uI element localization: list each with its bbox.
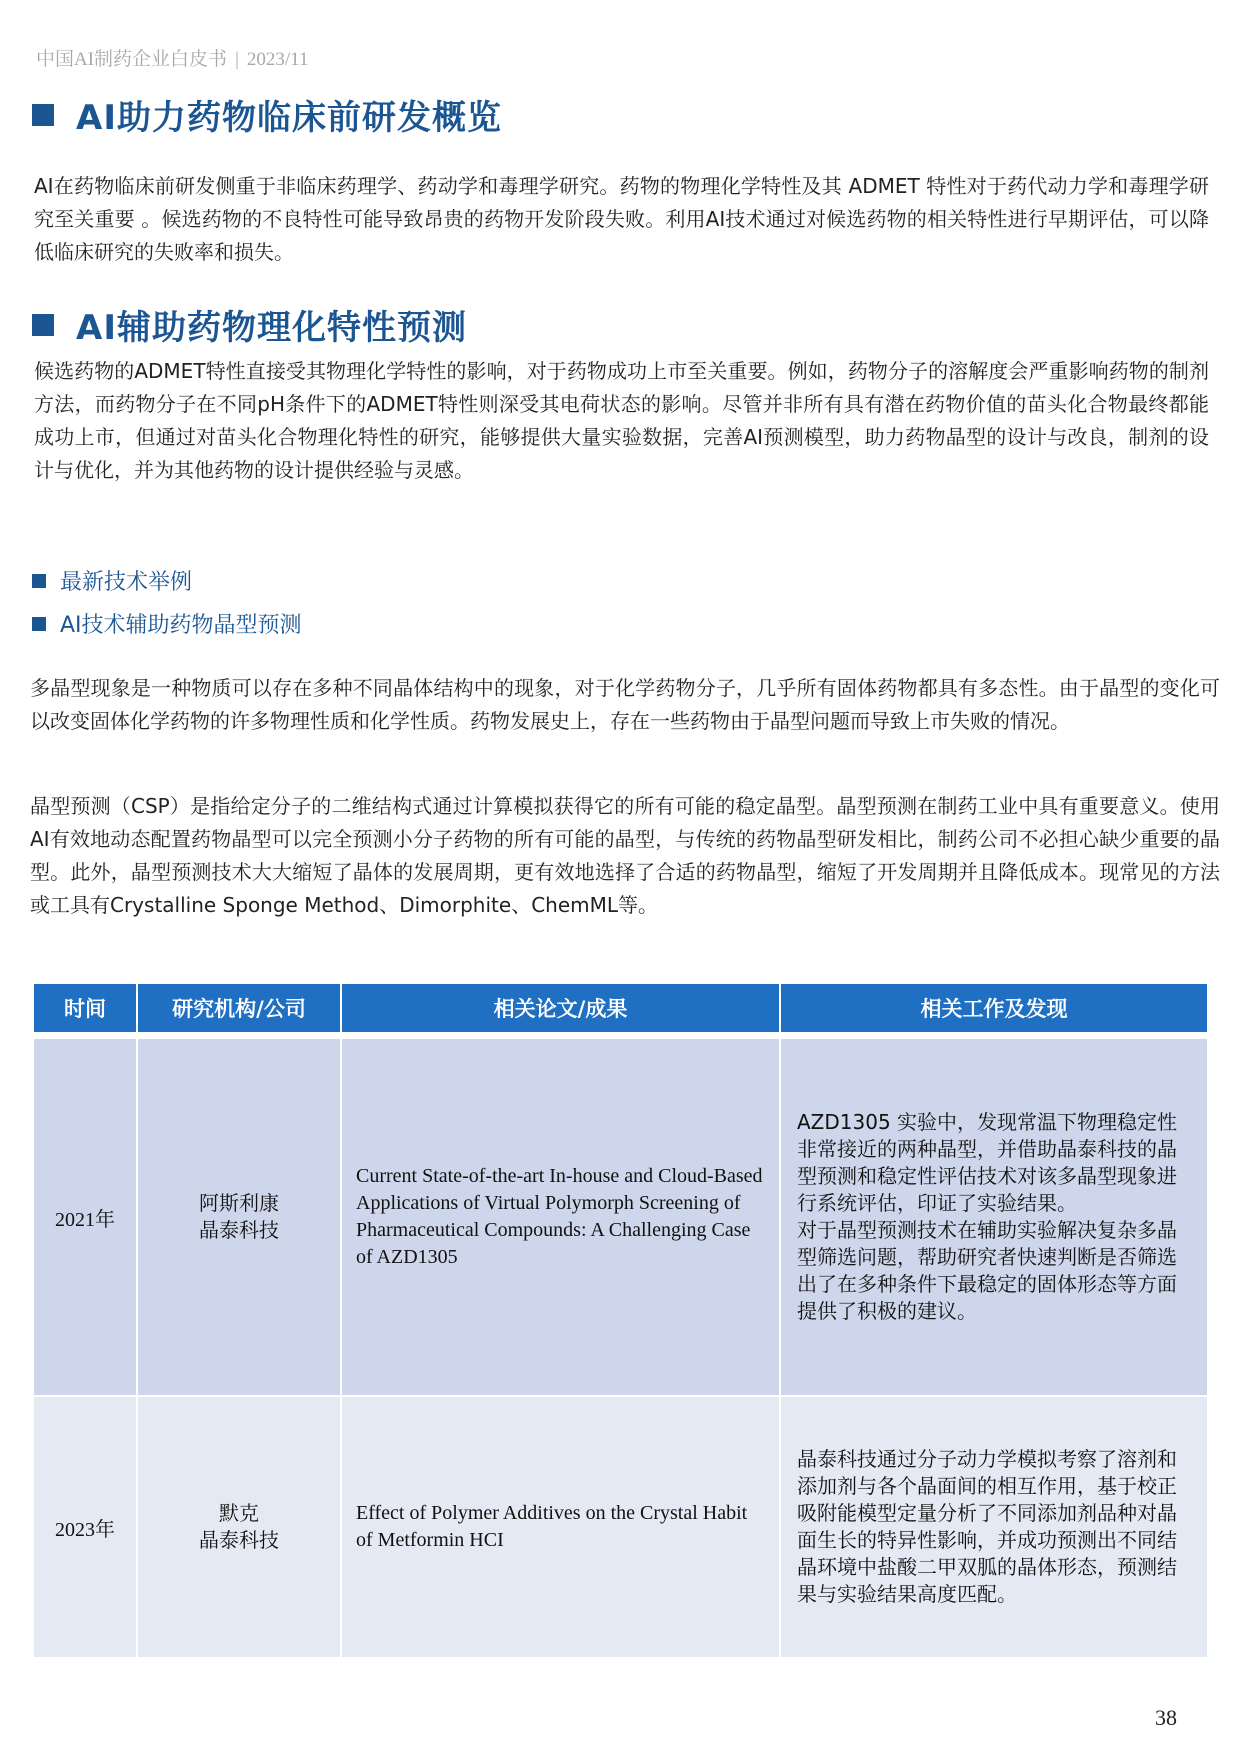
running-header: [36, 44, 308, 71]
subheading-crystal-prediction: [32, 608, 302, 639]
finding-text: AZD1305 实验中，发现常温下物理稳定性非常接近的两种晶型，并借助晶泰科技的晶型预测和稳定性评估技术对该多晶型现象进行系统评估，印证了实验结果。: [797, 1110, 1178, 1215]
examples-table: [32, 984, 1209, 1657]
cell-findings: [781, 1039, 1207, 1395]
page-number: 38: [1155, 1705, 1177, 1730]
org-line: 晶泰科技: [199, 1528, 279, 1552]
header-time: 时间: [34, 984, 136, 1032]
section-heading-physchem: [32, 300, 467, 349]
section-title: AI助力药物临床前研发概览: [76, 98, 502, 138]
subheading-latest-tech: [32, 565, 192, 596]
org-line: 晶泰科技: [199, 1218, 279, 1242]
header-findings: 相关工作及发现: [781, 984, 1207, 1032]
cell-time: 2023年: [34, 1397, 136, 1657]
org-line: 阿斯利康: [199, 1191, 279, 1215]
square-bullet-icon: [32, 314, 54, 336]
cell-findings: [781, 1397, 1207, 1657]
square-bullet-icon: [32, 104, 54, 126]
cell-paper: Current State-of-the-art In-house and Cloud-Based Applications of Virtual Polymorph Screening of Pharmaceutical Compounds: A Challenging Case of AZD1305: [342, 1039, 779, 1395]
table-row: [34, 1039, 1207, 1395]
paragraph-polymorphism: 多晶型现象是一种物质可以存在多种不同晶体结构中的现象，对于化学药物分子，几乎所有固体药物都具有多态性。由于晶型的变化可以改变固体化学药物的许多物理性质和化学性质。药物发展史上，存在一些药物由于晶型问题而导致上市失败的情况。: [30, 676, 1220, 733]
square-bullet-icon: [32, 617, 46, 631]
table-row: [34, 1397, 1207, 1657]
org-line: 默克: [219, 1501, 259, 1525]
section-heading-preclinical: [32, 90, 502, 139]
header-title: 中国AI制药企业白皮书: [36, 49, 228, 70]
finding-text: 晶泰科技通过分子动力学模拟考察了溶剂和添加剂与各个晶面间的相互作用，基于校正吸附能模型定量分析了不同添加剂品种对晶面生长的特异性影响，并成功预测出不同结晶环境中盐酸二甲双胍的晶体形态，预测结果与实验结果高度匹配。: [797, 1447, 1177, 1606]
finding-text: 对于晶型预测技术在辅助实验解决复杂多晶型筛选问题，帮助研究者快速判断是否筛选出了在多种条件下最稳定的固体形态等方面提供了积极的建议。: [797, 1218, 1177, 1323]
table-header-row: [34, 984, 1207, 1032]
section-body-preclinical: AI在药物临床前研发侧重于非临床药理学、药动学和毒理学研究。药物的物理化学特性及其 ADMET 特性对于药代动力学和毒理学研究至关重要 。候选药物的不良特性可能导致昂贵的药物开发阶段失败。利用AI技术通过对候选药物的相关特性进行早期评估，可以降低临床研究的失败率和损失。: [34, 174, 1209, 264]
cell-paper: Effect of Polymer Additives on the Crystal Habit of Metformin HCI: [342, 1397, 779, 1657]
cell-time: 2021年: [34, 1039, 136, 1395]
header-org: 研究机构/公司: [138, 984, 340, 1032]
subheading-text: 最新技术举例: [60, 570, 193, 595]
cell-org: [138, 1039, 340, 1395]
header-date: 2023/11: [246, 49, 309, 70]
section-body-physchem: 候选药物的ADMET特性直接受其物理化学特性的影响，对于药物成功上市至关重要。例如，药物分子的溶解度会严重影响药物的制剂方法，而药物分子在不同pH条件下的ADMET特性则深受其电荷状态的影响。尽管并非所有具有潜在药物价值的苗头化合物最终都能成功上市，但通过对苗头化合物理化特性的研究，能够提供大量实验数据，完善AI预测模型，助力药物晶型的设计与改良，制剂的设计与优化，并为其他药物的设计提供经验与灵感。: [34, 359, 1209, 482]
cell-org: [138, 1397, 340, 1657]
square-bullet-icon: [32, 574, 46, 588]
header-paper: 相关论文/成果: [342, 984, 779, 1032]
paragraph-csp: 晶型预测（CSP）是指给定分子的二维结构式通过计算模拟获得它的所有可能的稳定晶型。晶型预测在制药工业中具有重要意义。使用AI有效地动态配置药物晶型可以完全预测小分子药物的所有可能的晶型，与传统的药物晶型研发相比，制药公司不必担心缺少重要的晶型。此外，晶型预测技术大大缩短了晶体的发展周期，更有效地选择了合适的药物晶型，缩短了开发周期并且降低成本。现常见的方法或工具有Crystalline Sponge Method、Dimorphite、ChemML等。: [30, 794, 1220, 917]
section-title: AI辅助药物理化特性预测: [76, 308, 467, 348]
header-separator: |: [235, 49, 239, 70]
subheading-text: AI技术辅助药物晶型预测: [60, 613, 302, 638]
